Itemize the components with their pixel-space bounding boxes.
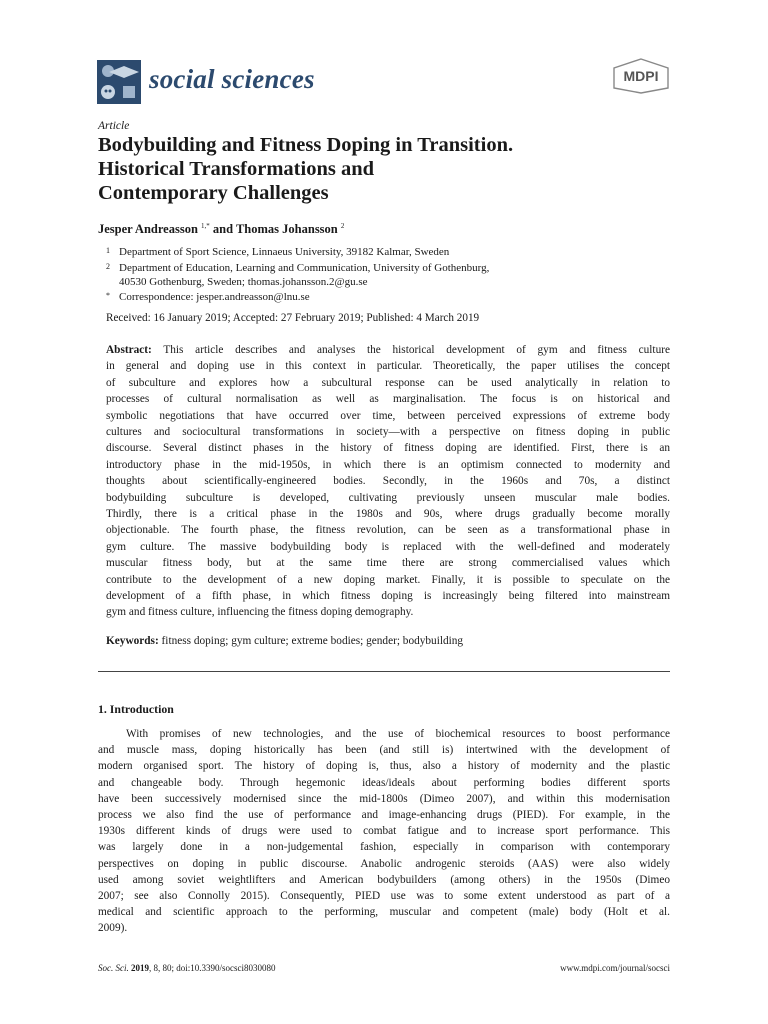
author-list: [98, 222, 344, 237]
author-name[interactable]: Thomas Johansson: [235, 222, 338, 237]
abstract-line: of subculture and explores how a subcultural response can be used analytically in relation to: [106, 376, 670, 389]
title-line: Contemporary Challenges: [98, 182, 329, 204]
paragraph-line: 2007; see also Connolly 2015). Consequently, PIED use was to some extent understood as part of a: [98, 890, 670, 902]
paragraph-line: modern organised sport. The history of doping is, thus, also a history of modernity and the plastic: [98, 760, 670, 773]
footer-doi[interactable]: , 8, 80; doi:10.3390/socsci8030080: [149, 963, 276, 973]
abstract-line: discourse. Several distinct phases in the history of fitness doping are identified. First, there is an: [106, 442, 670, 455]
affiliation-mark: *: [106, 291, 110, 300]
journal-abbrev: Soc. Sci.: [98, 963, 129, 973]
paragraph-line: 1930s different kinds of drugs were used to combat fatigue and to increase sport performance. This: [98, 825, 670, 838]
abstract-line: objectionable. The fourth phase, the fitness revolution, can be seen as a transformational phase in: [106, 524, 670, 537]
correspondence-text: Correspondence: jesper.andreasson@lnu.se: [119, 291, 310, 303]
journal-name: social sciences: [149, 64, 315, 94]
affiliation-mark: 2: [106, 262, 110, 271]
abstract-line: Thirdly, there is a critical phase in the 1980s and 90s, where drugs gradually become morally: [106, 508, 670, 520]
author-marks: 2: [340, 222, 345, 230]
author-joiner: and: [212, 222, 234, 237]
author-name[interactable]: Jesper Andreasson: [98, 222, 198, 237]
affiliation-mark: 1: [106, 246, 110, 255]
affiliation-text: Department of Sport Science, Linnaeus University, 39182 Kalmar, Sweden: [119, 246, 450, 258]
journal-logo: [97, 60, 141, 104]
affiliation-text: 40530 Gothenburg, Sweden; thomas.johansson.2@gu.se: [119, 276, 368, 288]
paragraph-line: and muscle mass, doping historically has been (and still is) intertwined with the development of: [98, 744, 670, 757]
publication-dates: Received: 16 January 2019; Accepted: 27 February 2019; Published: 4 March 2019: [106, 312, 480, 324]
svg-text:MDPI: MDPI: [623, 68, 659, 84]
paragraph-line: and changeable body. Through hegemonic ideas/ideals about performing bodies different sports: [98, 776, 670, 789]
abstract-line: in general and doping use in this context in particular. Theoretically, the paper utilises the concept: [106, 360, 670, 373]
keywords-text: fitness doping; gym culture; extreme bodies; gender; bodybuilding: [161, 635, 464, 647]
mdpi-logo: [612, 58, 670, 94]
abstract-line: cultures and sociocultural transformations in society—with a perspective on fitness doping in public: [106, 426, 670, 438]
paragraph-line: 2009).: [98, 922, 128, 935]
author-marks: 1,*: [201, 222, 210, 230]
footer-year: 2019: [131, 963, 149, 973]
abstract-line: processes of cultural normalisation as well as marginalisation. The focus is on historical and: [106, 393, 670, 406]
paragraph-line: was largely done in a non-judgemental fashion, especially in comparison with contemporary: [98, 841, 670, 854]
abstract-line: gym and fitness culture, influencing the fitness doping demography.: [106, 606, 414, 619]
citation-footer: [98, 963, 276, 973]
section-heading: 1. Introduction: [98, 702, 174, 716]
abstract-line: thoughts about scientifically-engineered bodies. Secondly, in the 1960s and 70s, a distinct: [106, 475, 670, 488]
abstract-line: contribute to the development of a new doping market. Finally, it is possible to speculate on the: [106, 573, 670, 586]
paragraph-line: perspectives on doping in public discourse. Anabolic androgenic steroids (AAS) were also widely: [98, 857, 670, 870]
paragraph-line: medical and scientific approach to the performing, muscular and competent (male) body (Holt et al.: [98, 906, 670, 919]
journal-url[interactable]: www.mdpi.com/journal/socsci: [560, 963, 670, 973]
abstract-line: gym culture. The massive bodybuilding body is replaced with the well-defined and moderately: [106, 540, 670, 553]
abstract-line: symbolic negotiations that have occurred over time, between perceived expressions of extreme body: [106, 409, 670, 422]
title-line: Historical Transformations and: [98, 158, 374, 180]
article-title: [98, 133, 678, 205]
affiliation-text: Department of Education, Learning and Communication, University of Gothenburg,: [119, 262, 490, 274]
keywords: [106, 635, 463, 647]
paragraph-line: process we also find the use of performance and image-enhancing drugs (PIED). For example, in the: [98, 809, 670, 821]
paragraph-line: have been successively modernised since the mid-1800s (Dimeo 2007), and within this modernisation: [98, 792, 670, 805]
section-divider: [98, 671, 670, 672]
title-line: Bodybuilding and Fitness Doping in Transition.: [98, 134, 514, 156]
paragraph-line: With promises of new technologies, and the use of biochemical resources to boost performance: [126, 728, 670, 740]
abstract-line: bodybuilding subculture is developed, cultivating previously unseen muscular male bodies.: [106, 491, 670, 504]
abstract-line: development of a fifth phase, in which fitness doping is increasingly being filtered into mainstream: [106, 590, 670, 602]
abstract-line: Abstract: This article describes and analyses the historical development of gym and fitness culture: [106, 344, 670, 356]
abstract-label: Abstract:: [106, 344, 152, 356]
paragraph-line: used among soviet weightlifters and American bodybuilders (among others) in the 1950s (Dimeo: [98, 873, 670, 886]
abstract-line: muscular fitness body, but at the same time there are strong commercialised values which: [106, 557, 670, 570]
keywords-label: Keywords:: [106, 635, 159, 647]
abstract-line: introductory phase in the mid-1950s, in which there is an optimism connected to modernity and: [106, 458, 670, 471]
article-type: Article: [98, 120, 130, 132]
